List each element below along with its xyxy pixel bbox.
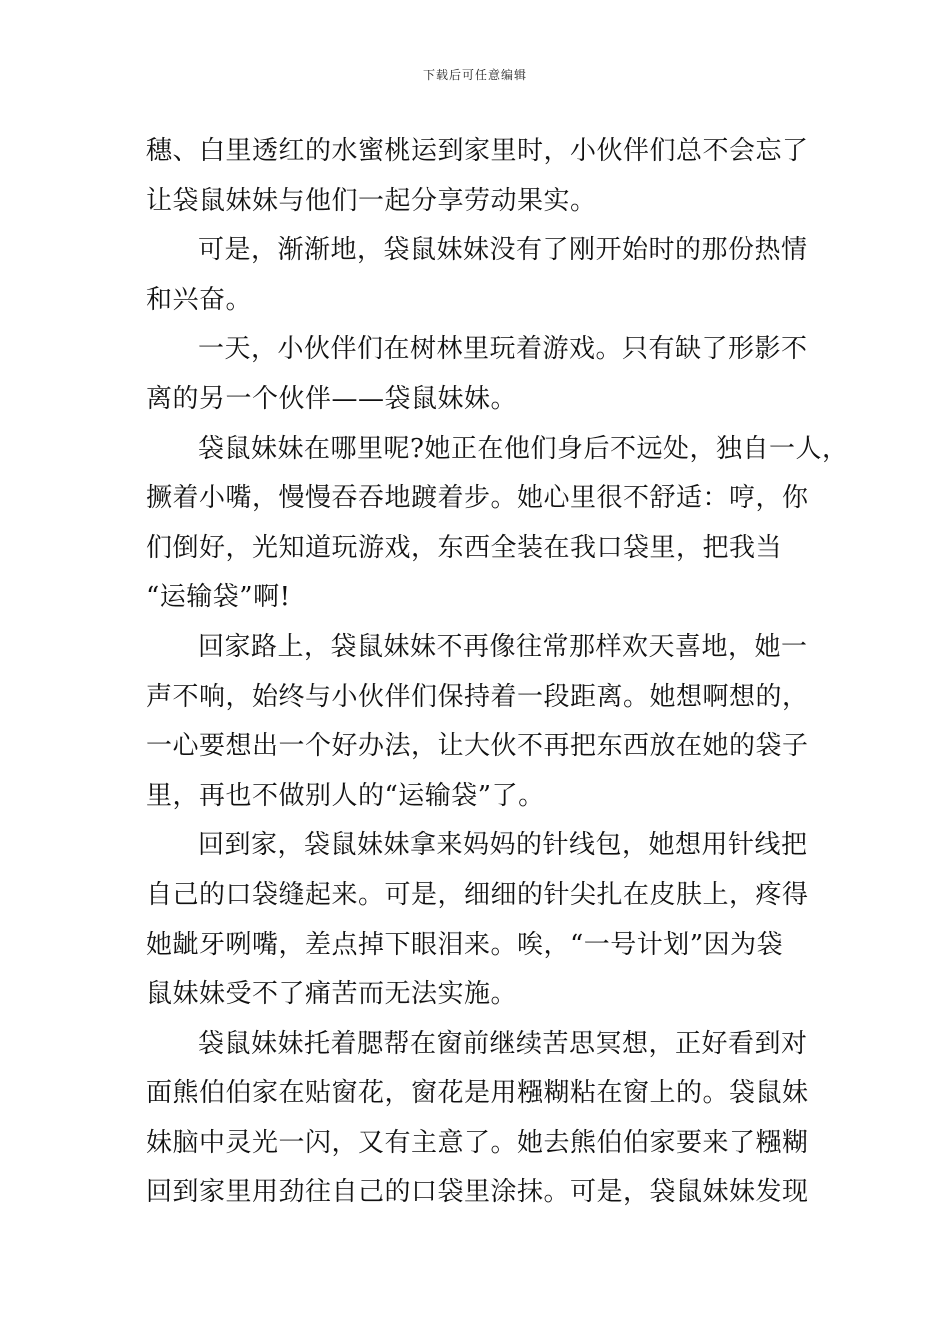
text-line: 离的另一个伙伴——袋鼠妹妹。	[146, 383, 518, 414]
text-line: 让袋鼠妹妹与他们一起分享劳动果实。	[146, 185, 597, 216]
text-line: 声不响，始终与小伙伴们保持着一段距离。她想啊想的，	[146, 681, 809, 712]
text-line: 们倒好，光知道玩游戏，东西全装在我口袋里，把我当	[146, 532, 783, 563]
text-line: 里，再也不做别人的“运输袋”了。	[146, 780, 545, 811]
text-line: 一心要想出一个好办法，让大伙不再把东西放在她的袋子	[146, 731, 809, 762]
text-line: 穗、白里透红的水蜜桃运到家里时，小伙伴们总不会忘了	[146, 136, 809, 166]
paragraph-start-line: 一天，小伙伴们在树林里玩着游戏。只有缺了形影不	[198, 334, 808, 365]
header-note: 下载后可任意编辑	[422, 68, 527, 82]
paragraph-start-line: 回家路上，袋鼠妹妹不再像往常那样欢天喜地，她一	[198, 631, 808, 662]
text-line: “运输袋”啊!	[146, 582, 291, 613]
text-line: 面熊伯伯家在贴窗花，窗花是用糨糊粘在窗上的。袋鼠妹	[146, 1078, 809, 1109]
body-text	[146, 127, 849, 1218]
text-line: 自己的口袋缝起来。可是，细细的针尖扎在皮肤上，疼得	[146, 879, 809, 910]
text-line: 和兴奋。	[146, 284, 253, 315]
paragraph-start-line: 回到家，袋鼠妹妹拿来妈妈的针线包，她想用针线把	[198, 830, 808, 861]
paragraph-start-line: 袋鼠妹妹在哪里呢?她正在他们身后不远处，独自一人，	[198, 433, 849, 464]
text-line: 鼠妹妹受不了痛苦而无法实施。	[146, 979, 518, 1010]
paragraph-start-line: 可是，渐渐地，袋鼠妹妹没有了刚开始时的那份热情	[198, 235, 808, 266]
text-line: 她龇牙咧嘴，差点掉下眼泪来。唉，“一号计划”因为袋	[146, 929, 784, 960]
paragraph-start-line: 袋鼠妹妹托着腮帮在窗前继续苦思冥想，正好看到对	[198, 1028, 808, 1059]
text-line: 回到家里用劲往自己的口袋里涂抹。可是，袋鼠妹妹发现	[146, 1177, 809, 1208]
text-line: 妹脑中灵光一闪，又有主意了。她去熊伯伯家要来了糨糊	[146, 1127, 809, 1158]
text-line: 撅着小嘴，慢慢吞吞地踱着步。她心里很不舒适：哼，你	[146, 483, 809, 514]
